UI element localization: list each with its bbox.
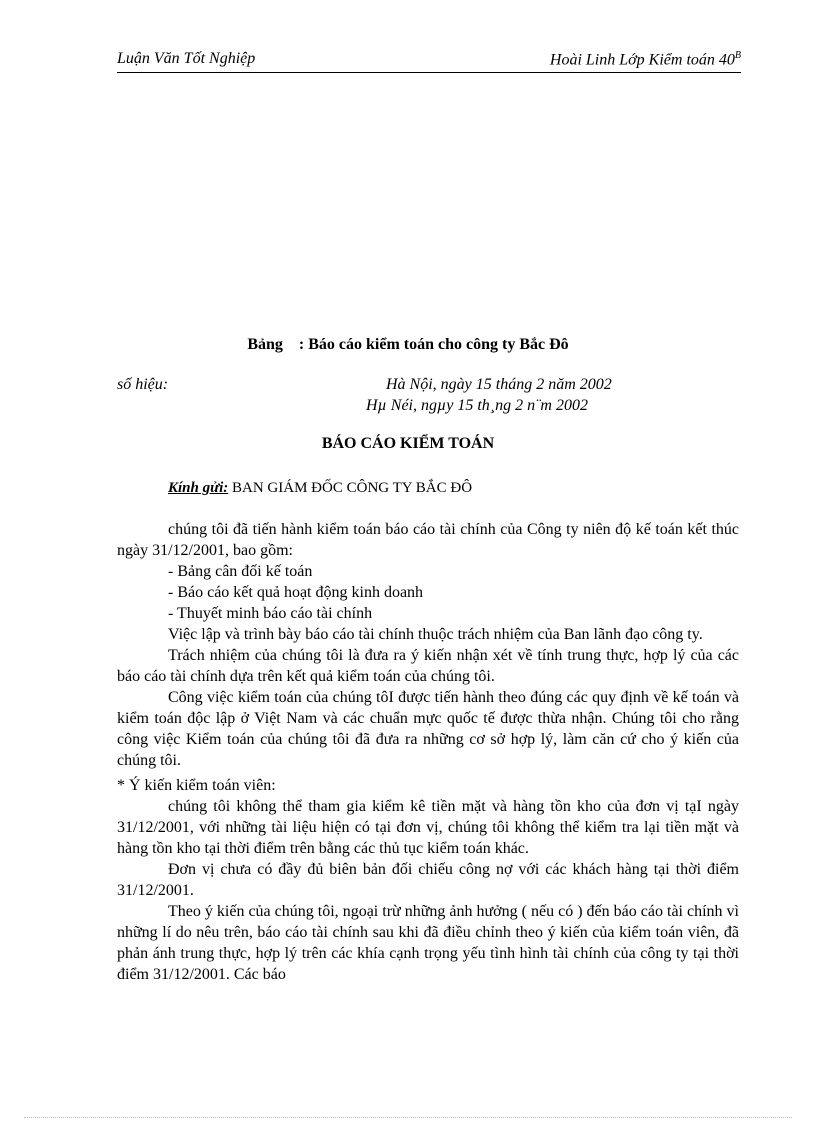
report-body	[117, 519, 739, 985]
list-item: - Thuyết minh báo cáo tài chính	[168, 605, 373, 622]
list-item: - Bảng cân đối kế toán	[168, 563, 313, 580]
so-hieu-label: số hiệu:	[117, 376, 169, 393]
addressee-value: BAN GIÁM ĐỐC CÔNG TY BẮC ĐÔ	[228, 480, 473, 496]
paragraph-inventory: chúng tôi không thể tham gia kiểm kê tiền mặt và hàng tồn kho của đơn vị tạI ngày 31/12/2001, với những tài liệu hiện có tại đơn vị, chúng tôi không thể kiểm tra lại tiền mặt và hàng tồn kho tại thời điểm trên bằng các thủ tục kiểm toán khác.	[117, 798, 739, 857]
header-right-text: Hoài Linh Lớp Kiểm toán 40	[549, 51, 735, 69]
addressee-line	[168, 480, 472, 497]
page-header	[117, 48, 741, 73]
paragraph-intro: chúng tôi đã tiến hành kiểm toán báo cáo tài chính của Công ty niên độ kế toán kết thúc ngày 31/12/2001, bao gồm:	[117, 521, 739, 559]
paragraph-responsibility: Việc lập và trình bày báo cáo tài chính thuộc trách nhiệm của Ban lãnh đạo công ty.	[168, 626, 703, 643]
paragraph-auditor-duty: Trách nhiệm của chúng tôi là đưa ra ý kiến nhận xét về tính trung thực, hợp lý của các báo cáo tài chính dựa trên kết quả kiểm toán của chúng tôi.	[117, 647, 739, 685]
list-item: - Báo cáo kết quả hoạt động kinh doanh	[168, 584, 424, 601]
header-left: Luận Văn Tốt Nghiệp	[117, 50, 256, 67]
paragraph-standards: Công việc kiểm toán của chúng tôI được tiến hành theo đúng các quy định về kế toán và kiểm toán độc lập ở Việt Nam và các chuẩn mực quốc tế được thừa nhận. Chúng tôi cho rằng công việc Kiểm toán của chúng tôi đã đưa ra những cơ sở hợp lý, làm căn cứ cho ý kiến của chúng tôi.	[117, 689, 739, 769]
opinion-heading: * Ý kiến kiểm toán viên:	[117, 777, 276, 794]
page-bottom-divider	[24, 1117, 792, 1118]
date-line-1: Hà Nội, ngày 15 tháng 2 năm 2002	[386, 376, 612, 393]
paragraph-opinion: Theo ý kiến của chúng tôi, ngoại trừ những ảnh hưởng ( nếu có ) đến báo cáo tài chính vì những lí do nêu trên, báo cáo tài chính sau khi đã điều chỉnh theo ý kiến của kiểm toán viên, đã phản ánh trung thực, hợp lý trên các khía cạnh trọng yếu tình hình tài chính của công ty tại thời điểm 31/12/2001. Các báo	[117, 903, 739, 983]
paragraph-receivables: Đơn vị chưa có đầy đủ biên bản đối chiếu công nợ với các khách hàng tại thời điểm 31/12/2001.	[117, 861, 739, 899]
report-title: BÁO CÁO KIỂM TOÁN	[321, 435, 495, 452]
header-right	[550, 50, 741, 69]
date-line-2: Hµ Néi, ngµy 15 th¸ng 2 n¨m 2002	[366, 397, 588, 414]
addressee-label: Kính gửi:	[168, 480, 229, 496]
header-right-sup: B	[734, 50, 741, 61]
table-title: Bảng : Báo cáo kiểm toán cho công ty Bắc Đô	[247, 336, 569, 353]
